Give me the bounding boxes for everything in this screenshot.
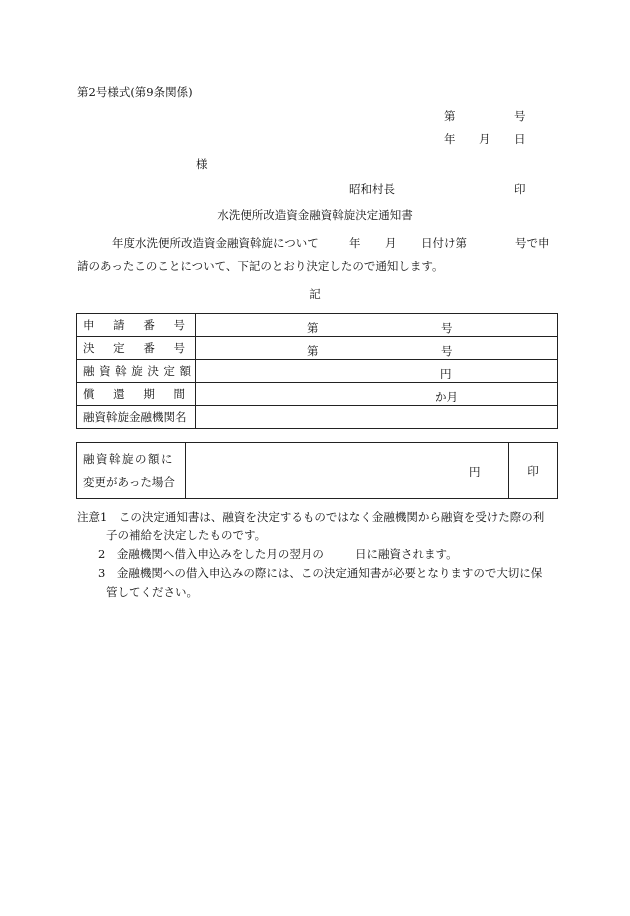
decided-amount-cell: 円 [196,360,558,383]
financial-institution-cell [196,406,558,429]
repayment-period-cell: か月 [196,383,558,406]
date-year: 年 [444,132,456,146]
note-1-line2: 子の補給を決定したものです。 [106,528,267,542]
change-table [76,442,558,499]
row-label-repayment-period: 償 還 期 間 [77,383,196,406]
table-row [77,337,558,360]
body-line2: 請のあったこのことについて、下記のとおり決定したので通知します。 [77,259,444,273]
table-row [77,406,558,429]
change-seal-cell [509,443,558,499]
issuer-name: 昭和村長 [349,182,395,196]
row-label-financial-institution: 融資斡旋金融機関名 [77,406,196,429]
decision-no-cell: 第 号 [196,337,558,360]
form-number: 第2号様式(第9条関係) [77,85,193,99]
note-1-line1: 注意1 この決定通知書は、融資を決定するものではなく金融機関から融資を受けた際の利 [77,510,545,524]
row-label-application-no: 申 請 番 号 [77,314,196,337]
note-2-b: 日に融資されます。 [355,547,458,561]
doc-number-dai: 第 [444,109,456,123]
note-2-a: 2 金融機関へ借入申込みをした月の翌月の [98,547,324,561]
date-month: 月 [479,132,491,146]
change-amount-unit: 円 [469,465,481,479]
table-row [77,314,558,337]
body-line1-end: 号で申 [515,236,550,250]
note-3-line1: 3 金融機関への借入申込みの際には、この決定通知書が必要となりますので大切に保 [98,566,543,580]
row-label-decided-amount: 融 資 斡 旋 決 定 額 [77,360,196,383]
body-line1-date-no: 日付け第 [421,236,467,250]
addressee-sama: 様 [196,157,208,171]
table-row [77,383,558,406]
date-day: 日 [514,132,526,146]
ki-marker: 記 [309,287,321,301]
change-label-cell [77,443,186,499]
document-title: 水洗便所改造資金融資斡旋決定通知書 [217,208,413,222]
decision-table [76,313,558,429]
doc-number-go: 号 [514,109,526,123]
note-3-line2: 管してください。 [106,585,198,599]
body-line1-intro: 年度水洗便所改造資金融資斡旋について [112,236,319,250]
change-seal: 印 [527,463,539,478]
issuer-seal: 印 [514,182,526,196]
table-row [77,443,558,499]
change-amount-cell [186,443,509,499]
body-line1-year: 年 [349,236,361,250]
change-label-line2: 変更があった場合 [83,474,175,489]
body-line1-month: 月 [385,236,397,250]
application-no-cell: 第 号 [196,314,558,337]
change-label-line1: 融資斡旋の額に [83,451,174,466]
table-row [77,360,558,383]
row-label-decision-no: 決 定 番 号 [77,337,196,360]
